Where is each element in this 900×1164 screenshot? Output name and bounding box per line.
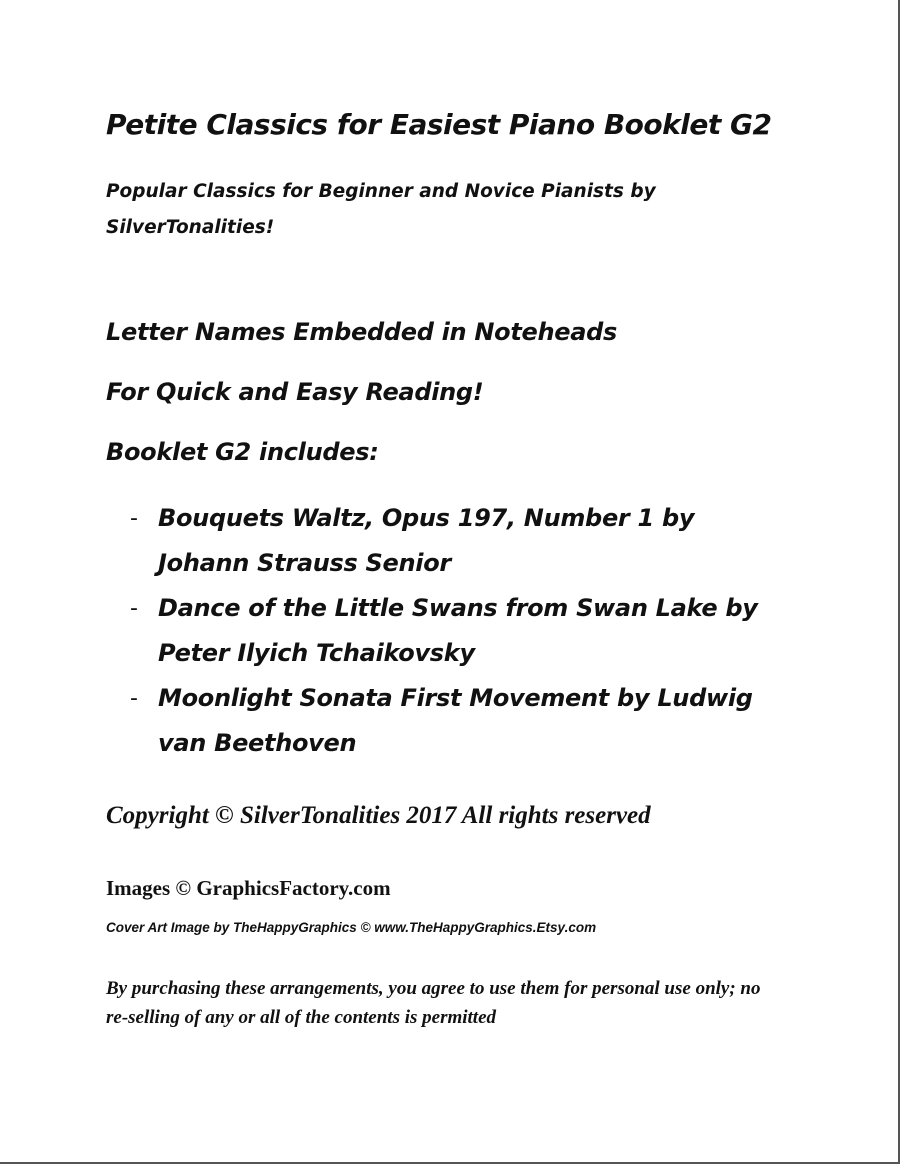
feature-line-noteheads: Letter Names Embedded in Noteheads: [106, 318, 618, 346]
usage-disclaimer: By purchasing these arrangements, you agree to use them for personal use only; no re-selling of any or all of the contents is permitted: [106, 978, 761, 1028]
document-title: Petite Classics for Easiest Piano Booklet G2: [106, 108, 772, 141]
piece-title: Moonlight Sonata First Movement by Ludwig van Beethoven: [158, 684, 753, 757]
feature-line-reading: For Quick and Easy Reading!: [106, 378, 484, 406]
piece-title: Bouquets Waltz, Opus 197, Number 1 by Johann Strauss Senior: [158, 504, 695, 577]
list-item: [106, 676, 768, 766]
list-item: [106, 586, 768, 676]
list-dash: -: [130, 596, 138, 621]
document-subtitle: Popular Classics for Beginner and Novice Pianists by SilverTonalities!: [106, 181, 656, 238]
list-dash: -: [130, 506, 138, 531]
images-credit: Images © GraphicsFactory.com: [106, 876, 391, 900]
copyright-notice: Copyright © SilverTonalities 2017 All rights reserved: [106, 802, 651, 829]
includes-heading: Booklet G2 includes:: [106, 438, 379, 466]
list-item: [106, 496, 768, 586]
cover-art-credit: Cover Art Image by TheHappyGraphics © www.TheHappyGraphics.Etsy.com: [106, 920, 597, 935]
piece-title: Dance of the Little Swans from Swan Lake by Peter Ilyich Tchaikovsky: [158, 594, 758, 667]
list-dash: -: [130, 686, 138, 711]
pieces-list: [106, 496, 806, 766]
